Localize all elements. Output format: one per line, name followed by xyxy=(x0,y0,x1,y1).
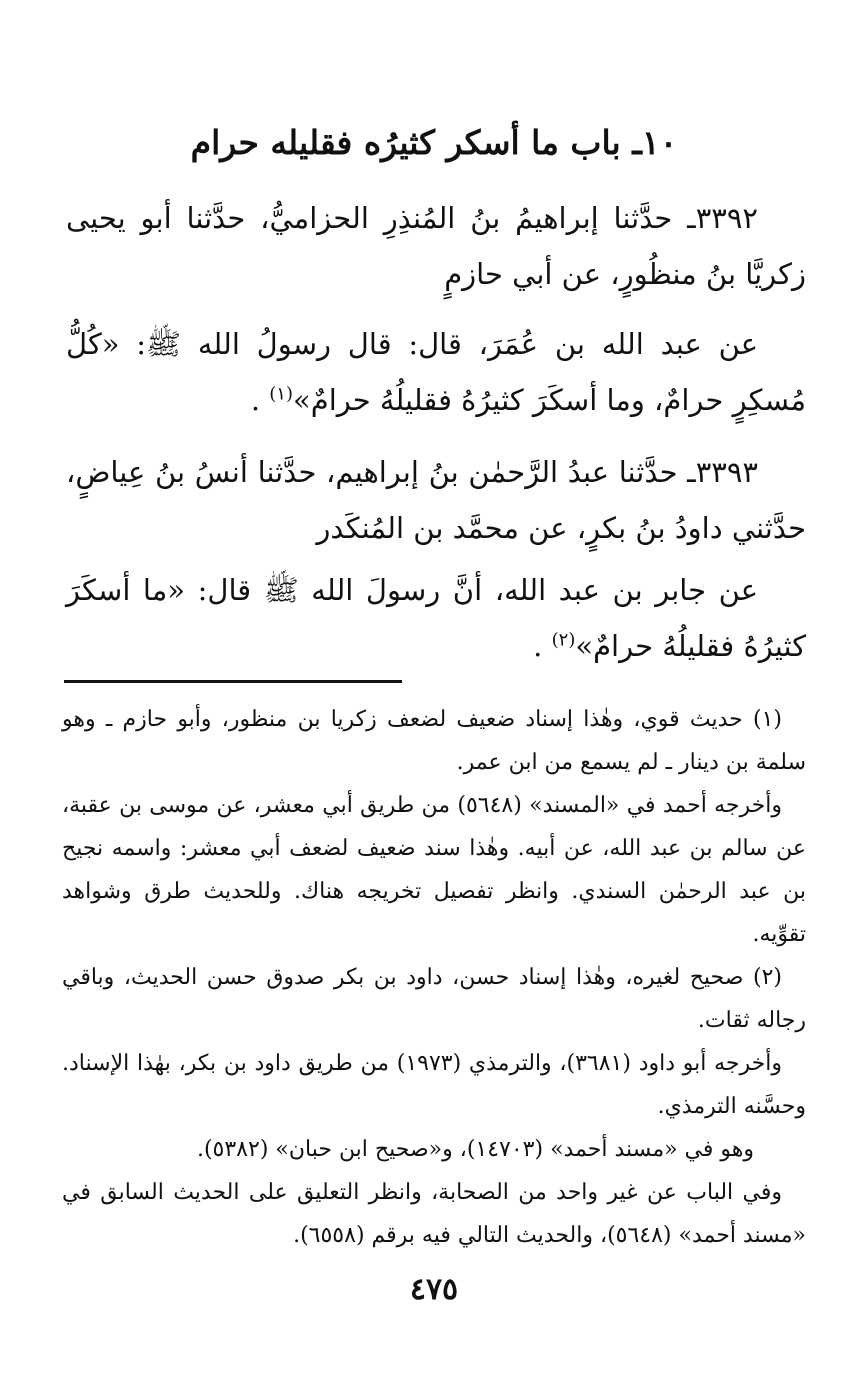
footnote-2-para-1: (٢) صحيح لغيره، وهٰذا إسناد حسن، داود بن بكر صدوق حسن الحديث، وباقي رجاله ثقات. xyxy=(62,965,806,1033)
hadith-3393-period: . xyxy=(533,629,543,663)
footnote-2-para-4: وفي الباب عن غير واحد من الصحابة، وانظر التعليق على الحديث السابق في «مسند أحمد» (٥٦٤٨)، والحديث التالي فيه برقم (٦٥٥٨). xyxy=(62,1180,806,1248)
hadith-3393-isnad: ٣٣٩٣ـ حدَّثنا عبدُ الرَّحمٰن بنُ إبراهيم، حدَّثنا أنسُ بنُ عِياضٍ، حدَّثني داودُ بنُ بكرٍ، عن محمَّد بن المُنكَدر xyxy=(66,455,806,545)
hadith-3392-matn xyxy=(66,316,806,428)
hadith-3392-matn-text: عن عبد الله بن عُمَرَ، قال: قال رسولُ الله ﷺ: «كُلُّ مُسكِرٍ حرامٌ، وما أسكَرَ كثيرُهُ فقليلُهُ حرامٌ» xyxy=(66,327,806,417)
hadith-3393-matn-text: عن جابر بن عبد الله، أنَّ رسولَ الله ﷺ قال: «ما أسكَرَ كثيرُهُ فقليلُهُ حرامٌ» xyxy=(66,573,806,663)
footnote-ref-2: (٢) xyxy=(551,629,576,651)
footnote-1-para-2: وأخرجه أحمد في «المسند» (٥٦٤٨) من طريق أبي معشر، عن موسى بن عقبة، عن سالم بن عبد الله، عن أبيه. وهٰذا سند ضعيف لضعف أبي معشر: واسمه نجيح بن عبد الرحمٰن السندي. وانظر تفصيل تخريجه هناك. وللحديث طرق وشواهد تقوِّيه. xyxy=(62,793,806,947)
hadith-3392-period: . xyxy=(250,383,261,417)
hadith-3393-matn xyxy=(66,562,806,674)
footnote-divider xyxy=(64,680,402,683)
hadith-3392-isnad: ٣٣٩٢ـ حدَّثنا إبراهيمُ بنُ المُنذِرِ الحزاميُّ، حدَّثنا أبو يحيى زكريَّا بنُ منظُورٍ، عن أبي حازمٍ xyxy=(66,201,806,291)
footnote-1-para-1: (١) حديث قوي، وهٰذا إسناد ضعيف لضعف زكريا بن منظور، وأبو حازم ـ وهو سلمة بن دينار ـ لم يسمع من ابن عمر. xyxy=(62,707,806,775)
footnote-2-para-2: وأخرجه أبو داود (٣٦٨١)، والترمذي (١٩٧٣) من طريق داود بن بكر، بهٰذا الإسناد. وحسَّنه الترمذي. xyxy=(62,1051,806,1119)
footnote-2-para-3: وهو في «مسند أحمد» (١٤٧٠٣)، و«صحيح ابن حبان» (٥٣٨٢). xyxy=(196,1137,754,1162)
page-number: ٤٧٥ xyxy=(409,1272,459,1307)
chapter-title: ١٠ـ باب ما أسكر كثيرُه فقليله حرام xyxy=(190,123,678,162)
footnote-ref-1: (١) xyxy=(269,383,293,405)
